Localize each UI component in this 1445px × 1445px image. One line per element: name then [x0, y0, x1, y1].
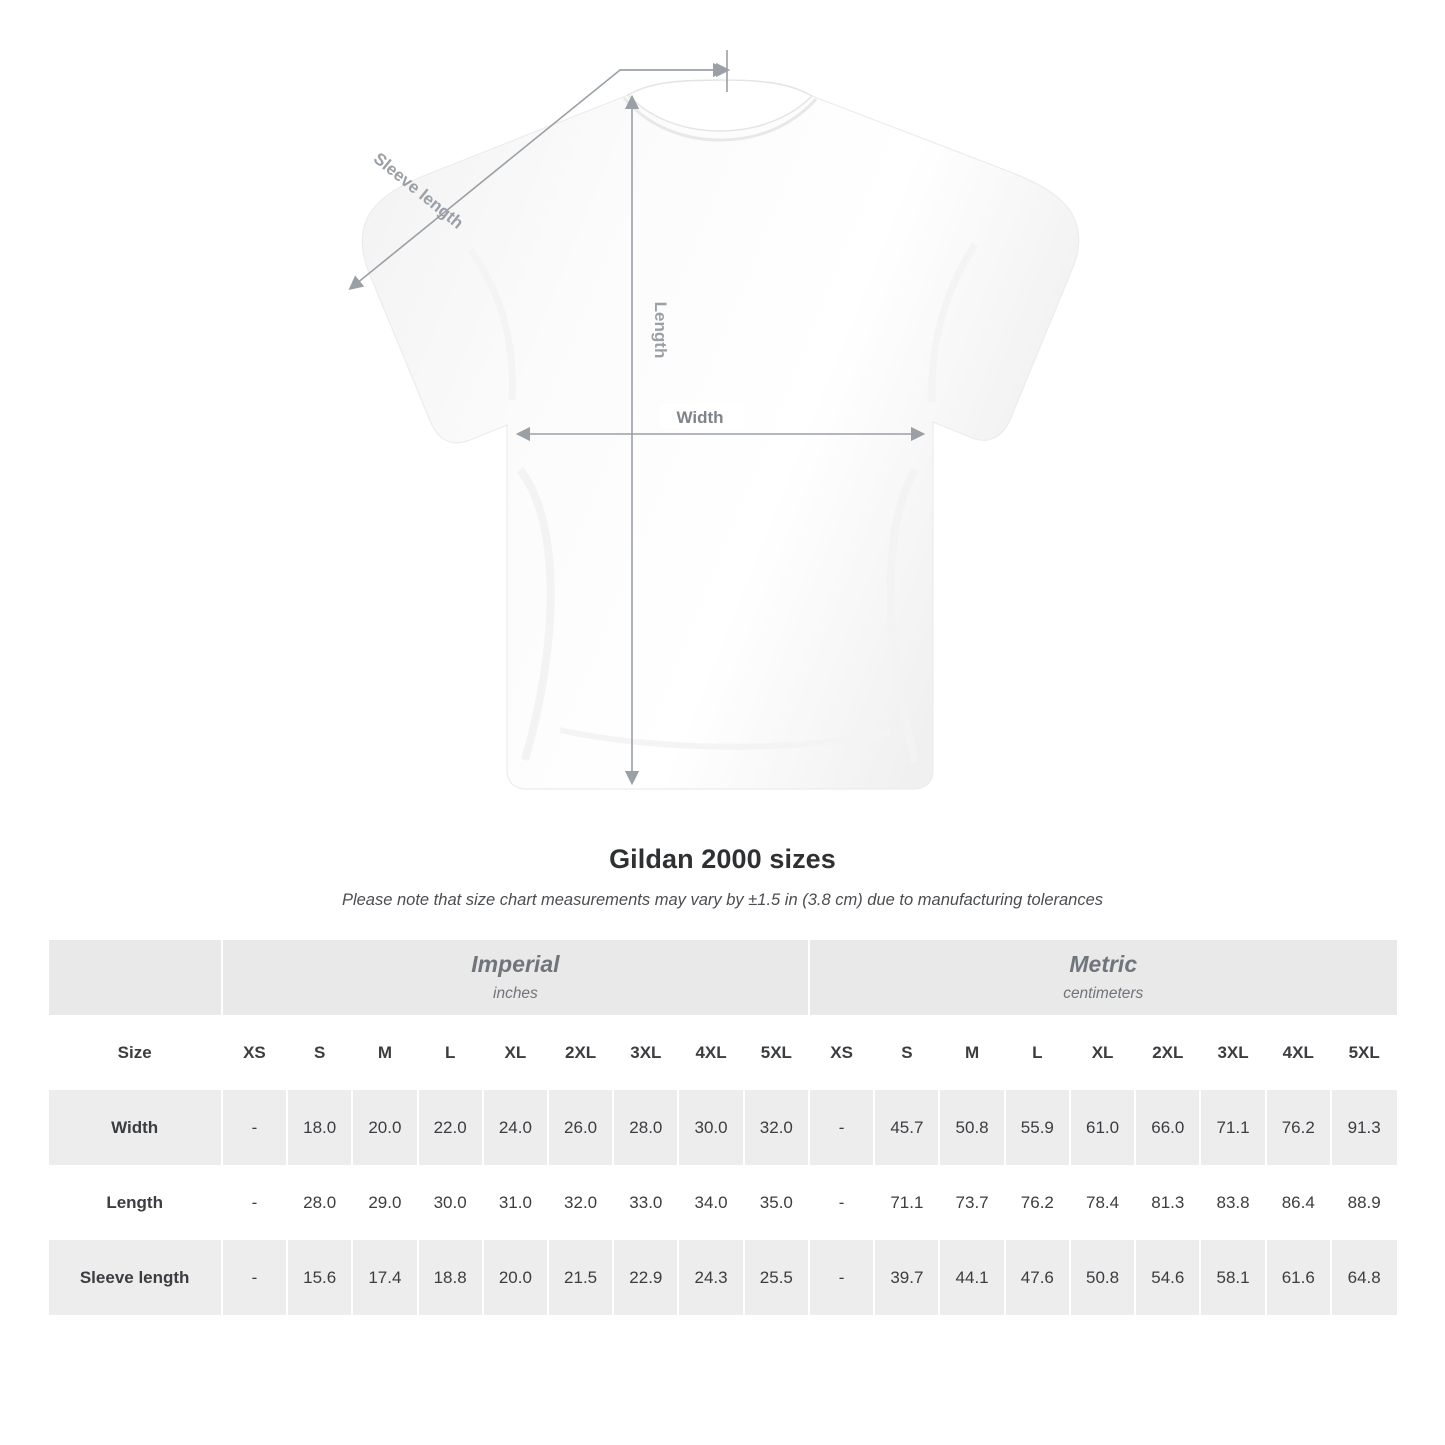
- cell-width-metric-4xl: 76.2: [1266, 1090, 1331, 1165]
- cell-sleeve-imperial-s: 15.6: [287, 1240, 352, 1315]
- cell-length-metric-s: 71.1: [874, 1165, 939, 1240]
- cell-width-metric-3xl: 71.1: [1200, 1090, 1265, 1165]
- cell-length-imperial-xs: -: [222, 1165, 287, 1240]
- unit-header-metric: [809, 940, 1396, 1015]
- cell-length-metric-m: 73.7: [939, 1165, 1004, 1240]
- tolerance-note: Please note that size chart measurements may vary by ±1.5 in (3.8 cm) due to manufacturing tolerances: [341, 891, 1104, 909]
- cell-width-metric-2xl: 66.0: [1135, 1090, 1200, 1165]
- unit-metric-name: Metric: [1069, 951, 1138, 978]
- cell-width-imperial-4xl: 30.0: [678, 1090, 743, 1165]
- size-header-imperial-xl: XL: [483, 1015, 548, 1090]
- size-header-label: Size: [49, 1015, 222, 1090]
- row-label-sleeve-length: Sleeve length: [49, 1240, 222, 1315]
- size-header-metric-4xl: 4XL: [1266, 1015, 1331, 1090]
- cell-length-metric-l: 76.2: [1005, 1165, 1070, 1240]
- unit-header-row: [49, 940, 1397, 1015]
- cell-sleeve-imperial-3xl: 22.9: [613, 1240, 678, 1315]
- cell-sleeve-imperial-2xl: 21.5: [548, 1240, 613, 1315]
- cell-length-imperial-m: 29.0: [352, 1165, 417, 1240]
- cell-length-metric-xs: -: [809, 1165, 874, 1240]
- cell-sleeve-metric-s: 39.7: [874, 1240, 939, 1315]
- cell-sleeve-metric-5xl: 64.8: [1331, 1240, 1397, 1315]
- cell-sleeve-metric-2xl: 54.6: [1135, 1240, 1200, 1315]
- cell-width-imperial-5xl: 32.0: [744, 1090, 809, 1165]
- cell-width-imperial-l: 22.0: [418, 1090, 483, 1165]
- cell-sleeve-metric-4xl: 61.6: [1266, 1240, 1331, 1315]
- size-header-row: [49, 1015, 1397, 1090]
- cell-sleeve-metric-xl: 50.8: [1070, 1240, 1135, 1315]
- cell-width-imperial-xs: -: [222, 1090, 287, 1165]
- cell-length-imperial-3xl: 33.0: [613, 1165, 678, 1240]
- cell-length-metric-2xl: 81.3: [1135, 1165, 1200, 1240]
- size-header-metric-s: S: [874, 1015, 939, 1090]
- size-header-metric-5xl: 5XL: [1331, 1015, 1397, 1090]
- size-header-imperial-xs: XS: [222, 1015, 287, 1090]
- cell-length-imperial-l: 30.0: [418, 1165, 483, 1240]
- unit-imperial-name: Imperial: [471, 951, 560, 978]
- row-label-width: Width: [49, 1090, 222, 1165]
- cell-sleeve-imperial-xs: -: [222, 1240, 287, 1315]
- cell-sleeve-imperial-l: 18.8: [418, 1240, 483, 1315]
- table-row: [49, 1240, 1397, 1315]
- cell-sleeve-imperial-4xl: 24.3: [678, 1240, 743, 1315]
- cell-width-imperial-m: 20.0: [352, 1090, 417, 1165]
- size-table-wrapper: [49, 940, 1397, 1315]
- size-header-imperial-5xl: 5XL: [744, 1015, 809, 1090]
- sleeve-length-label: Sleeve length: [369, 148, 468, 233]
- row-label-length: Length: [49, 1165, 222, 1240]
- cell-sleeve-metric-xs: -: [809, 1240, 874, 1315]
- cell-width-imperial-xl: 24.0: [483, 1090, 548, 1165]
- cell-width-metric-l: 55.9: [1005, 1090, 1070, 1165]
- cell-length-imperial-5xl: 35.0: [744, 1165, 809, 1240]
- title-block: [0, 844, 1445, 910]
- table-row: [49, 1090, 1397, 1165]
- cell-width-metric-s: 45.7: [874, 1090, 939, 1165]
- table-row: [49, 1165, 1397, 1240]
- size-header-metric-3xl: 3XL: [1200, 1015, 1265, 1090]
- size-header-imperial-2xl: 2XL: [548, 1015, 613, 1090]
- cell-sleeve-metric-m: 44.1: [939, 1240, 1004, 1315]
- cell-width-metric-m: 50.8: [939, 1090, 1004, 1165]
- width-label: Width: [676, 408, 724, 427]
- size-header-imperial-3xl: 3XL: [613, 1015, 678, 1090]
- cell-width-imperial-2xl: 26.0: [548, 1090, 613, 1165]
- cell-sleeve-metric-3xl: 58.1: [1200, 1240, 1265, 1315]
- size-table: [49, 940, 1397, 1315]
- size-header-imperial-l: L: [418, 1015, 483, 1090]
- unit-metric-sub: centimeters: [1063, 984, 1144, 1002]
- length-label: Length: [651, 301, 670, 359]
- cell-width-metric-xl: 61.0: [1070, 1090, 1135, 1165]
- size-header-metric-m: M: [939, 1015, 1004, 1090]
- size-header-metric-l: L: [1005, 1015, 1070, 1090]
- cell-sleeve-imperial-5xl: 25.5: [744, 1240, 809, 1315]
- cell-length-metric-4xl: 86.4: [1266, 1165, 1331, 1240]
- cell-length-imperial-xl: 31.0: [483, 1165, 548, 1240]
- cell-length-metric-5xl: 88.9: [1331, 1165, 1397, 1240]
- cell-width-imperial-s: 18.0: [287, 1090, 352, 1165]
- unit-imperial-sub: inches: [493, 984, 538, 1002]
- unit-header-spacer: [49, 940, 222, 1015]
- cell-length-imperial-4xl: 34.0: [678, 1165, 743, 1240]
- cell-sleeve-imperial-m: 17.4: [352, 1240, 417, 1315]
- size-header-imperial-s: S: [287, 1015, 352, 1090]
- cell-width-imperial-3xl: 28.0: [613, 1090, 678, 1165]
- size-header-metric-xl: XL: [1070, 1015, 1135, 1090]
- unit-header-imperial: [222, 940, 809, 1015]
- size-header-imperial-4xl: 4XL: [678, 1015, 743, 1090]
- cell-width-metric-5xl: 91.3: [1331, 1090, 1397, 1165]
- page-title: Gildan 2000 sizes: [609, 844, 836, 874]
- cell-width-metric-xs: -: [809, 1090, 874, 1165]
- size-header-imperial-m: M: [352, 1015, 417, 1090]
- cell-sleeve-imperial-xl: 20.0: [483, 1240, 548, 1315]
- size-header-metric-xs: XS: [809, 1015, 874, 1090]
- cell-length-metric-3xl: 83.8: [1200, 1165, 1265, 1240]
- size-header-metric-2xl: 2XL: [1135, 1015, 1200, 1090]
- cell-length-imperial-2xl: 32.0: [548, 1165, 613, 1240]
- cell-length-metric-xl: 78.4: [1070, 1165, 1135, 1240]
- cell-length-imperial-s: 28.0: [287, 1165, 352, 1240]
- cell-sleeve-metric-l: 47.6: [1005, 1240, 1070, 1315]
